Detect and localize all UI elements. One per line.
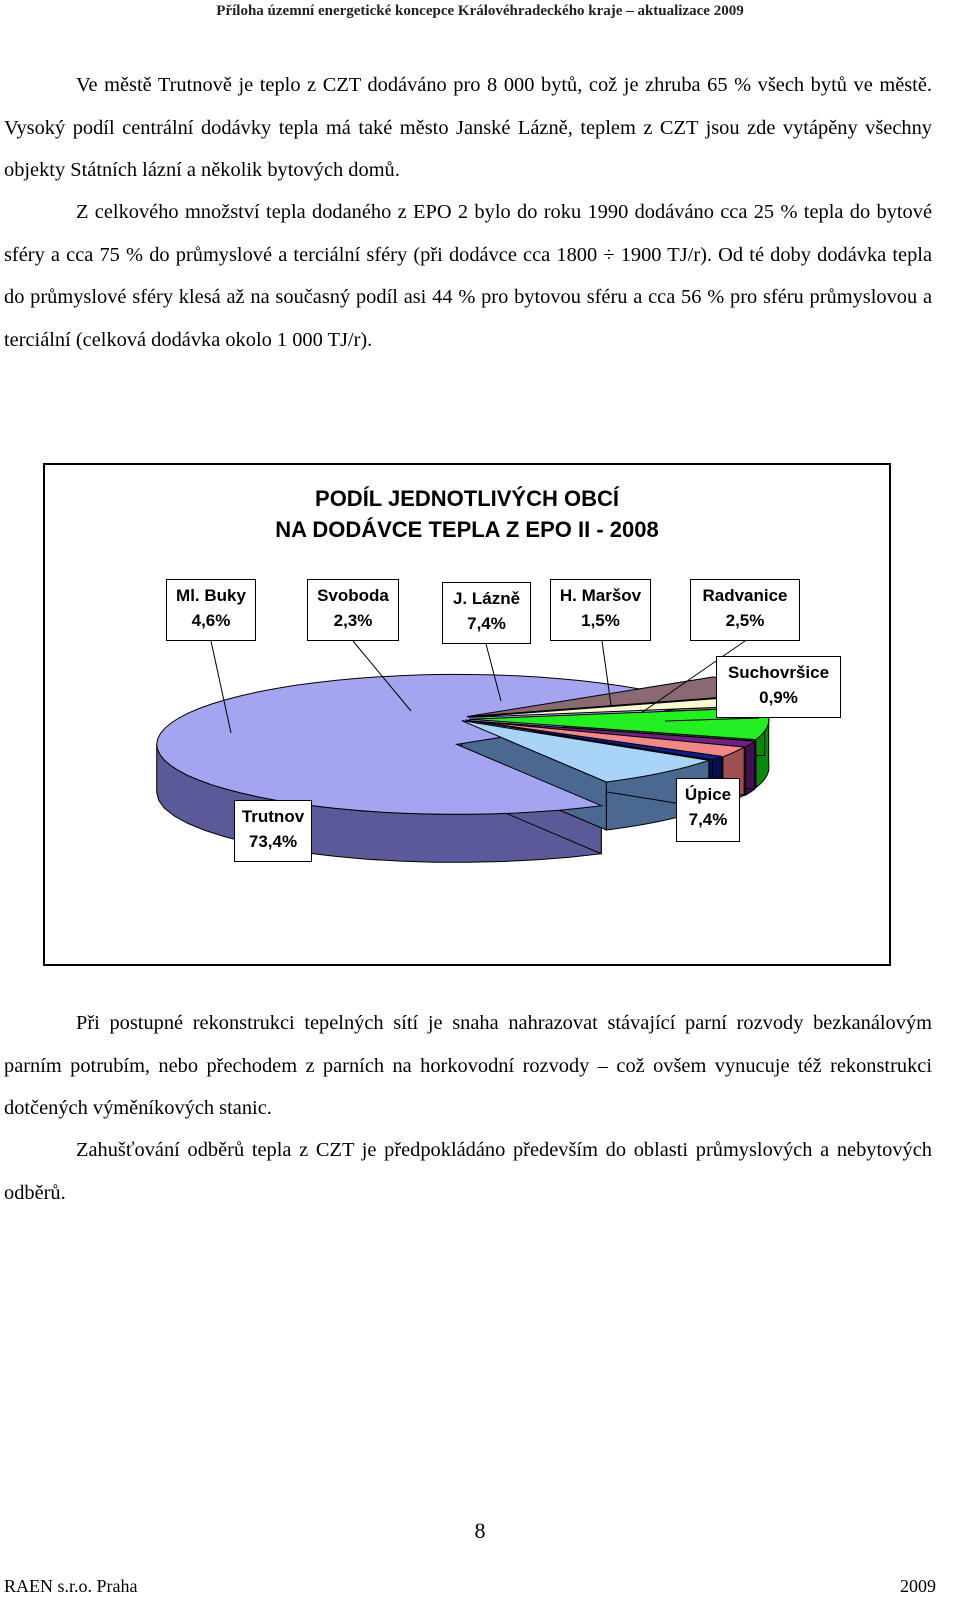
label-j-lazne-value: 7,4% [467, 614, 506, 633]
label-suchovrsice [716, 656, 841, 718]
paragraph-1: Ve městě Trutnově je teplo z CZT dodáváno pro 8 000 bytů, což je zhruba 65 % všech bytů ve městě. Vysoký podíl centrální dodávky tepla má také město Janské Lázně, teplem z CZT jsou zde vytápěny všechny objekty Státních lázní a několik bytových domů. [4, 74, 932, 181]
label-radvanice-value: 2,5% [725, 611, 765, 630]
label-ml-buky [166, 579, 256, 641]
chart-title-line-1: PODÍL JEDNOTLIVÝCH OBCÍ [315, 486, 619, 511]
paragraph-3: Při postupné rekonstrukci tepelných sítí je snaha nahrazovat stávající parní rozvody bezkanálovým parním potrubím, nebo přechodem z parních na horkovodní rozvody – což ovšem vynucuje též rekonstrukci dotčených výměníkových stanic. [4, 1012, 932, 1119]
label-upice-value: 7,4% [688, 810, 728, 829]
footer-year: 2009 [900, 1576, 936, 1596]
label-h-marsov-value: 1,5% [581, 611, 620, 630]
label-j-lazne-name: J. Lázně [452, 589, 521, 608]
footer-company: RAEN s.r.o. Praha [4, 1576, 138, 1596]
label-suchovrsice-value: 0,9% [759, 688, 798, 707]
label-radvanice [690, 579, 800, 641]
label-h-marsov-name: H. Maršov [559, 586, 642, 605]
label-trutnov-name: Trutnov [241, 807, 305, 826]
label-suchovrsice-name: Suchovršice [727, 663, 830, 682]
label-j-lazne [442, 582, 531, 644]
label-svoboda [307, 579, 399, 641]
chart-frame [43, 463, 891, 966]
label-h-marsov [550, 579, 651, 641]
label-radvanice-name: Radvanice [702, 586, 788, 605]
page-header: Příloha územní energetické koncepce Královéhradeckého kraje – aktualizace 2009 [216, 3, 744, 19]
chart-title-line-2: NA DODÁVCE TEPLA Z EPO II - 2008 [275, 517, 659, 542]
label-trutnov [234, 800, 312, 862]
label-svoboda-value: 2,3% [333, 611, 373, 630]
paragraph-4: Zahušťování odběrů tepla z CZT je předpokládáno především do oblasti průmyslových a nebytových odběrů. [4, 1139, 932, 1204]
page-number: 8 [474, 1518, 486, 1543]
label-ml-buky-value: 4,6% [191, 611, 231, 630]
label-svoboda-name: Svoboda [317, 586, 389, 605]
paragraph-2: Z celkového množství tepla dodaného z EPO 2 bylo do roku 1990 dodáváno cca 25 % tepla do bytové sféry a cca 75 % do průmyslové a terciální sféry (při dodávce cca 1800 ÷ 1900 TJ/r). Od té doby dodávka tepla do průmyslové sféry klesá až na současný podíl asi 44 % pro bytovou sféru a cca 56 % pro sféru průmyslovou a terciální (celková dodávka okolo 1 000 TJ/r). [4, 201, 932, 351]
label-upice [676, 778, 740, 842]
label-trutnov-value: 73,4% [248, 832, 298, 851]
label-upice-name: Úpice [684, 785, 732, 804]
label-ml-buky-name: Ml. Buky [176, 586, 246, 605]
